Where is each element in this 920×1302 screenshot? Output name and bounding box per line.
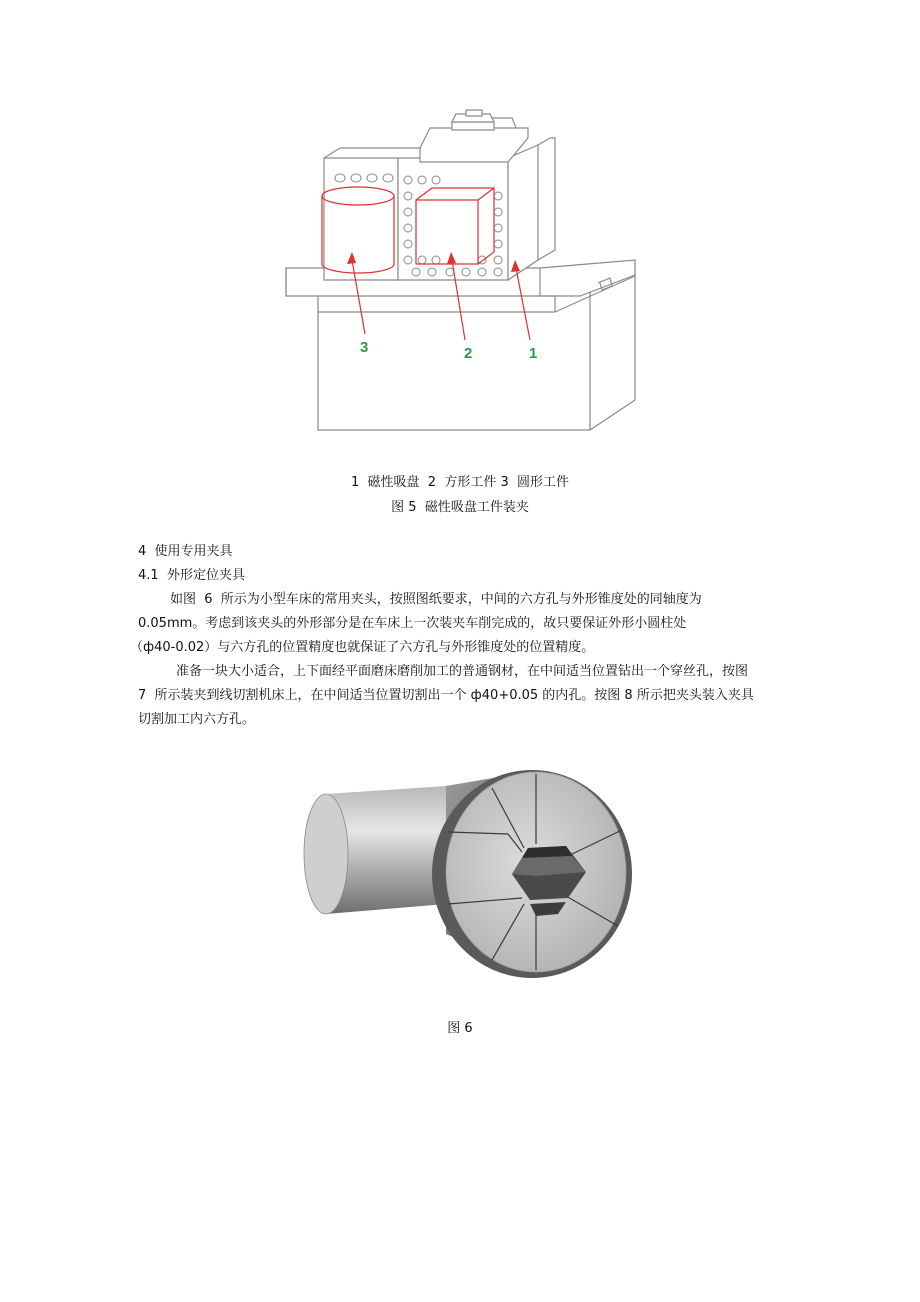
figure-6-illustration xyxy=(296,764,632,986)
figure-5-legend: 1 磁性吸盘 2 方形工件 3 圆形工件 xyxy=(350,475,569,490)
paragraph-1-line-1: 如图 6 所示为小型车床的常用夹头，按照图纸要求，中间的六方孔与外形锥度处的同轴度为 xyxy=(170,592,702,607)
label-3: 3 xyxy=(360,339,369,356)
paragraph-1-line-2: 0.05mm。考虑到该夹头的外形部分是在车床上一次装夹车削完成的，故只要保证外形小圆柱处 xyxy=(138,616,687,631)
paragraph-1-line-3: （ф40-0.02）与六方孔的位置精度也就保证了六方孔与外形锥度处的位置精度。 xyxy=(130,640,595,655)
paragraph-2-line-2: 7 所示装夹到线切割机床上，在中间适当位置切割出一个 ф40+0.05 的内孔。按图 8 所示把夹头装入夹具 xyxy=(138,688,754,703)
figure-5-caption: 图 5 磁性吸盘工件装夹 xyxy=(391,500,529,515)
paragraph-2-line-1: 准备一块大小适合，上下面经平面磨床磨削加工的普通钢材，在中间适当位置钻出一个穿丝孔，按图 xyxy=(176,664,749,679)
label-1: 1 xyxy=(529,345,538,362)
figure-5-illustration xyxy=(280,100,640,445)
section-heading: 4 使用专用夹具 xyxy=(138,544,233,559)
label-2: 2 xyxy=(464,345,473,362)
subsection-heading: 4.1 外形定位夹具 xyxy=(138,568,245,583)
chuck-outline xyxy=(286,110,635,430)
collet-shaft xyxy=(304,786,446,914)
paragraph-2-line-3: 切割加工内六方孔。 xyxy=(138,712,256,727)
figure-6-caption: 图 6 xyxy=(447,1021,473,1036)
